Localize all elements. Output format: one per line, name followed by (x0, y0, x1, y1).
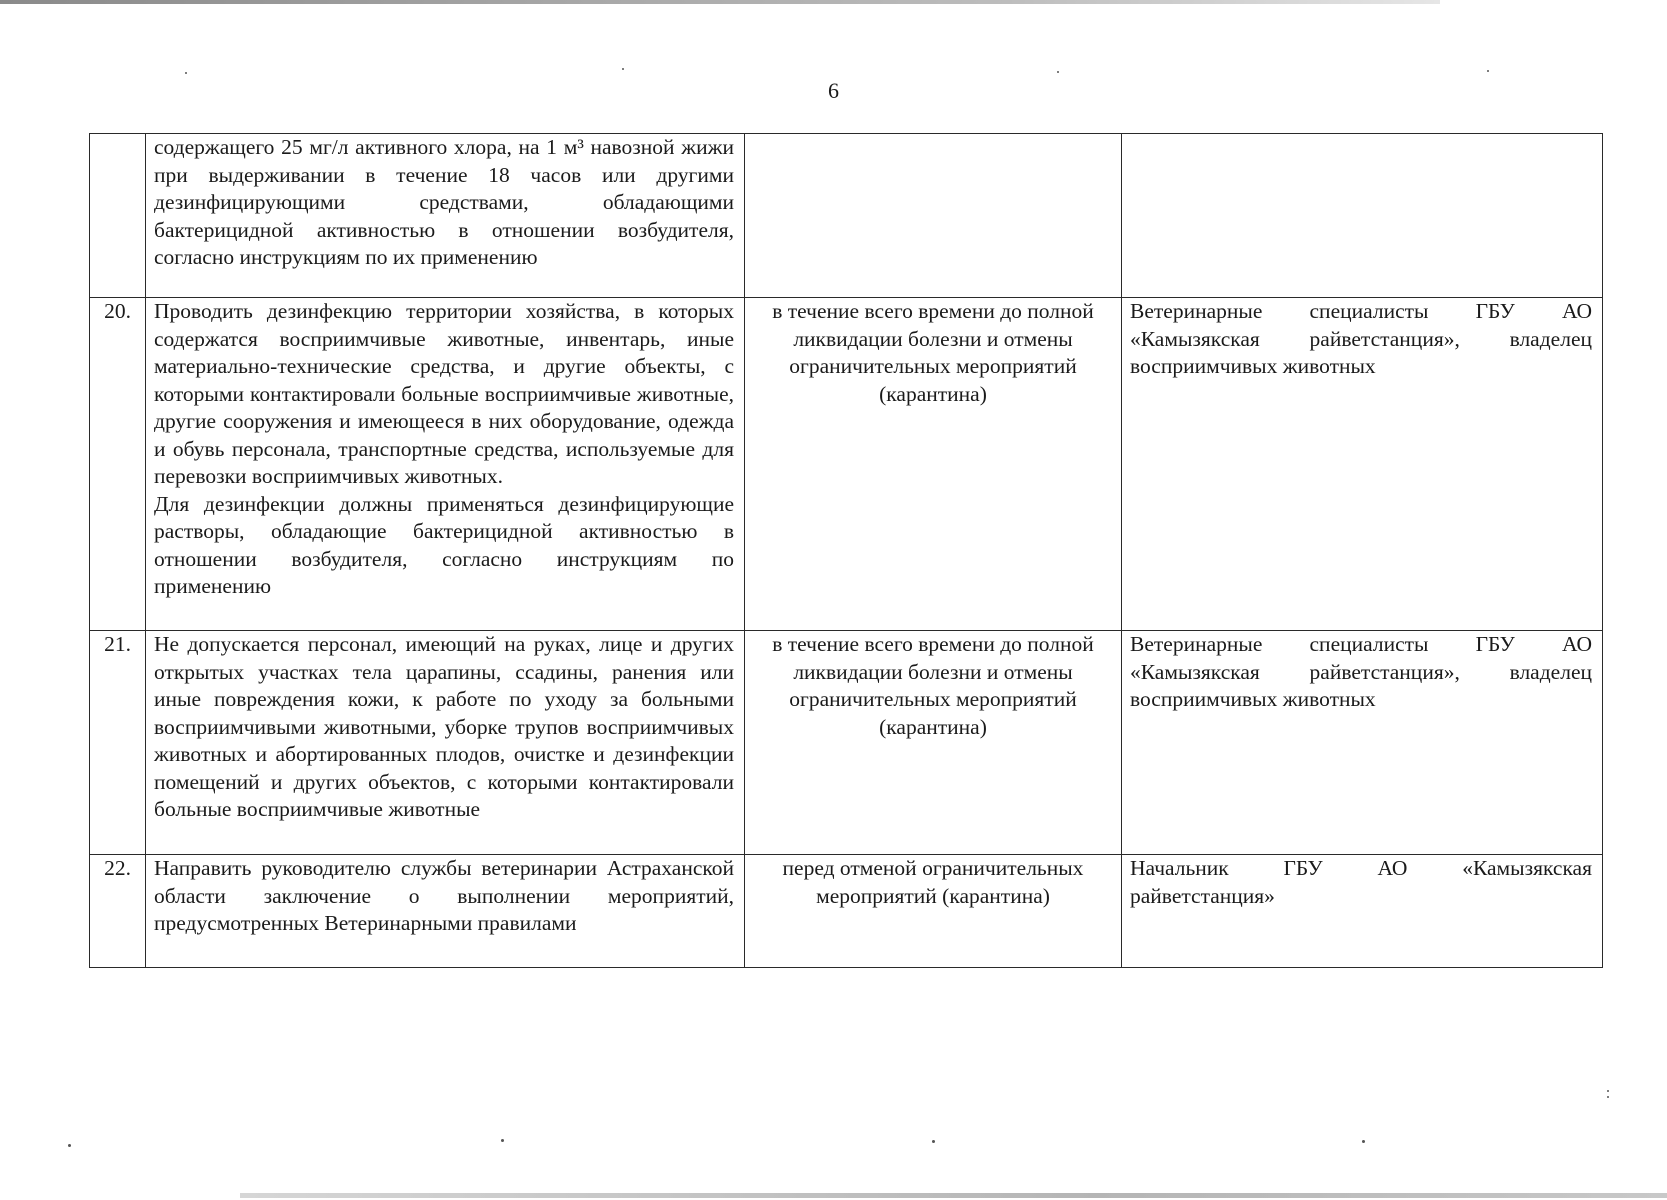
measure-paragraph: Не допускается персонал, имеющий на руках, лице и других открытых участках тела царапины, ссадины, ранения или иные повреждения кожи, к работе по уходу за больными восприимчивыми животными, уборке трупов восприимчивых животных и абортированных плодов, очистке и дезинфекции помещений и других объектов, с которыми контактировали больные восприимчивые животные (154, 632, 734, 821)
scan-edge-bottom (240, 1193, 1667, 1198)
measure-paragraph: содержащего 25 мг/л активного хлора, на 1 м³ навозной жижи при выдерживании в течение 18 часов или другими дезинфицирующими средствами, обладающими бактерицидной активностью в отношении возбудителя, согласно инструкциям по их применению (154, 135, 734, 269)
scan-speck (1057, 71, 1059, 73)
measure-description (146, 855, 745, 968)
scan-speck (1362, 1140, 1365, 1143)
row-number: 21. (90, 631, 146, 855)
row-number (90, 134, 146, 298)
measure-description (146, 298, 745, 631)
page-number: 6 (828, 78, 839, 103)
scan-speck (68, 1144, 71, 1147)
row-number: 22. (90, 855, 146, 968)
table-row (90, 631, 1603, 855)
measure-paragraph: Для дезинфекции должны применяться дезинфицирующие растворы, обладающие бактерицидной активностью в отношении возбудителя, согласно инструкциям по применению (154, 491, 734, 598)
table-row (90, 134, 1603, 298)
measure-term: в течение всего времени до полной ликвидации болезни и отмены ограничительных мероприятий (карантина) (745, 298, 1122, 631)
scan-speck (622, 68, 624, 70)
scan-speck (185, 72, 187, 74)
measure-description (146, 134, 745, 298)
scan-speck (1607, 1090, 1609, 1092)
measures-table (89, 133, 1603, 968)
row-number: 20. (90, 298, 146, 631)
table-row (90, 298, 1603, 631)
measure-paragraph: Направить руководителю службы ветеринарии Астраханской области заключение о выполнении мероприятий, предусмотренных Ветеринарными правилами (154, 856, 734, 935)
measure-description (146, 631, 745, 855)
scan-speck (932, 1140, 935, 1143)
measure-term: перед отменой ограничительных мероприятий (карантина) (745, 855, 1122, 968)
scan-speck (1487, 70, 1489, 72)
measure-responsible: Начальник ГБУ АО «Камызякская райветстанция» (1122, 855, 1603, 968)
measure-term (745, 134, 1122, 298)
measure-paragraph: Проводить дезинфекцию территории хозяйства, в которых содержатся восприимчивые животные, инвентарь, иные материально-технические средства, и другие объекты, с которыми контактировали больные восприимчивые животные, другие сооружения и имеющееся в них оборудование, одежда и обувь персонала, транспортные средства, используемые для перевозки восприимчивых животных. (154, 299, 734, 488)
measure-responsible: Ветеринарные специалисты ГБУ АО «Камызякская райветстанция», владелец восприимчивых животных (1122, 631, 1603, 855)
scan-speck (501, 1139, 504, 1142)
measure-responsible: Ветеринарные специалисты ГБУ АО «Камызякская райветстанция», владелец восприимчивых животных (1122, 298, 1603, 631)
scan-speck (1607, 1096, 1609, 1098)
scan-edge-top (0, 0, 1440, 4)
measure-responsible (1122, 134, 1603, 298)
measure-term: в течение всего времени до полной ликвидации болезни и отмены ограничительных мероприятий (карантина) (745, 631, 1122, 855)
table-row (90, 855, 1603, 968)
